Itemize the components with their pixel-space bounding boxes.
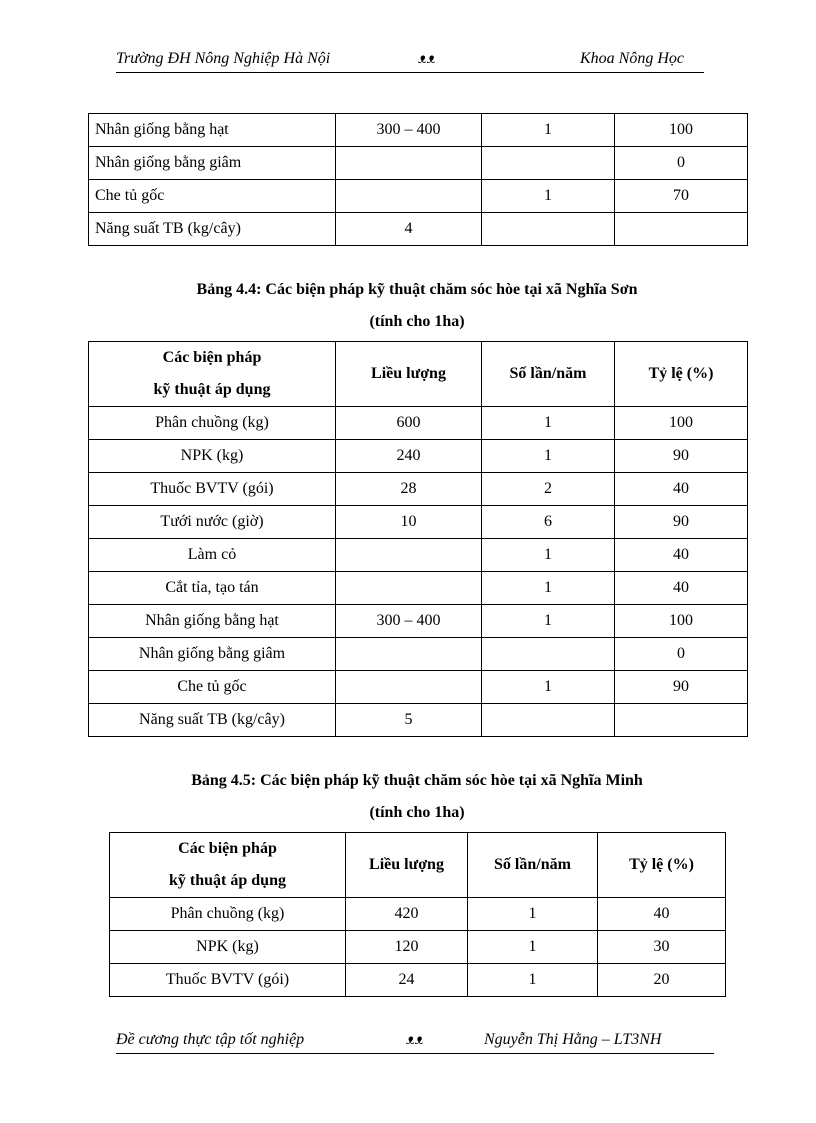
table-cell: Phân chuồng (kg) [89, 407, 336, 440]
table-row [89, 704, 748, 737]
table-cell: Che tủ gốc [89, 671, 336, 704]
table-cell: 1 [468, 964, 598, 997]
table-cell: 90 [615, 671, 748, 704]
table-cell [615, 213, 748, 246]
table-cell: 4 [336, 213, 482, 246]
table-cell: Năng suất TB (kg/cây) [89, 704, 336, 737]
table-cell: 1 [482, 407, 615, 440]
table-cell: Làm cỏ [89, 539, 336, 572]
table-cell: 100 [615, 407, 748, 440]
table-4-4-header-method [89, 342, 336, 407]
table-cell: 240 [336, 440, 482, 473]
table-cell: Tưới nước (giờ) [89, 506, 336, 539]
table-4-4 [88, 341, 748, 737]
table-cell: Che tủ gốc [89, 180, 336, 213]
table-4-5-header-method-line2: kỹ thuật áp dụng [169, 872, 286, 889]
table-4-4-header-dose: Liều lượng [336, 342, 482, 407]
table-cell [615, 704, 748, 737]
table-cell: 90 [615, 506, 748, 539]
table-cell: Nhân giống bằng giâm [89, 147, 336, 180]
table-row [89, 114, 748, 147]
table-cell: 100 [615, 605, 748, 638]
table-cell: 24 [346, 964, 468, 997]
table-4-4-header-times: Số lần/năm [482, 342, 615, 407]
table-cell: 0 [615, 638, 748, 671]
table-cell: 10 [336, 506, 482, 539]
table-4-4-header-rate: Tỷ lệ (%) [615, 342, 748, 407]
table-4-5-header-method [110, 833, 346, 898]
table-row [89, 605, 748, 638]
table-cell: 1 [468, 931, 598, 964]
table-cell [482, 147, 615, 180]
table-row [89, 213, 748, 246]
table-4-4-subcaption: (tính cho 1ha) [369, 313, 465, 330]
page-header [116, 50, 704, 73]
table-cell: Nhân giống bằng hạt [89, 605, 336, 638]
table-row [89, 440, 748, 473]
table-cell: 600 [336, 407, 482, 440]
table-row [89, 473, 748, 506]
table-4-5-subcaption: (tính cho 1ha) [369, 804, 465, 821]
table-cell: 1 [482, 440, 615, 473]
table-cell [482, 638, 615, 671]
table-cell: 30 [598, 931, 726, 964]
table-row [110, 898, 726, 931]
table-cell [336, 671, 482, 704]
table-4-5 [109, 832, 726, 997]
table-cell: NPK (kg) [89, 440, 336, 473]
table-cell [336, 638, 482, 671]
table-row [110, 964, 726, 997]
footer-author: Nguyễn Thị Hằng – LT3NH [484, 1031, 662, 1048]
table-cell: 6 [482, 506, 615, 539]
table-cell: 120 [346, 931, 468, 964]
table-cell: 40 [615, 572, 748, 605]
table-cell: 40 [615, 539, 748, 572]
table-cell: 1 [482, 671, 615, 704]
table-cell [336, 539, 482, 572]
table-cell: 1 [468, 898, 598, 931]
header-ornament-icon: ᴥᴥ [418, 50, 436, 67]
table-row [89, 506, 748, 539]
table-4-5-header-times: Số lần/năm [468, 833, 598, 898]
page-footer [116, 1031, 714, 1054]
header-school: Trường ĐH Nông Nghiệp Hà Nội [116, 50, 331, 67]
table-cell [482, 213, 615, 246]
table-cell: 70 [615, 180, 748, 213]
table-row [89, 180, 748, 213]
table-cell [336, 572, 482, 605]
table-4-5-caption: Bảng 4.5: Các biện pháp kỹ thuật chăm sóc hòe tại xã Nghĩa Minh [191, 772, 643, 789]
table-4-4-caption: Bảng 4.4: Các biện pháp kỹ thuật chăm sóc hòe tại xã Nghĩa Sơn [196, 281, 638, 298]
table-row [89, 539, 748, 572]
table-cell: 0 [615, 147, 748, 180]
table-cell: 1 [482, 605, 615, 638]
table-row [110, 931, 726, 964]
table-cell: Phân chuồng (kg) [110, 898, 346, 931]
table-cell: NPK (kg) [110, 931, 346, 964]
table-cell: 300 – 400 [336, 605, 482, 638]
table-cell: 40 [598, 898, 726, 931]
table-4-4-header-method-line2: kỹ thuật áp dụng [153, 381, 271, 398]
table-cell: Nhân giống bằng hạt [89, 114, 336, 147]
table-cell: Cắt tỉa, tạo tán [89, 572, 336, 605]
table-cell: 1 [482, 114, 615, 147]
table-cell: 1 [482, 572, 615, 605]
table-cell: 100 [615, 114, 748, 147]
table-4-4-header-method-line1: Các biện pháp [162, 349, 262, 366]
table-cell: 40 [615, 473, 748, 506]
table-row [89, 147, 748, 180]
table-row [89, 572, 748, 605]
table-4-5-header-dose: Liều lượng [346, 833, 468, 898]
table-cell [336, 147, 482, 180]
table-cell [482, 704, 615, 737]
table-cell: 2 [482, 473, 615, 506]
table-cell: 90 [615, 440, 748, 473]
table-cell: Thuốc BVTV (gói) [89, 473, 336, 506]
table-cell: Thuốc BVTV (gói) [110, 964, 346, 997]
table-cell: 1 [482, 539, 615, 572]
table-cell: 5 [336, 704, 482, 737]
table-cell: 300 – 400 [336, 114, 482, 147]
footer-ornament-icon: ᴥᴥ [406, 1031, 424, 1048]
table-cell: 28 [336, 473, 482, 506]
table-row [89, 407, 748, 440]
table-cell [336, 180, 482, 213]
table-4-5-header-method-line1: Các biện pháp [178, 840, 277, 857]
table-cell: Năng suất TB (kg/cây) [89, 213, 336, 246]
footer-title: Đề cương thực tập tốt nghiệp [116, 1031, 305, 1048]
table-cell: 420 [346, 898, 468, 931]
table-cell: Nhân giống bằng giâm [89, 638, 336, 671]
table-row [89, 638, 748, 671]
table-continued [88, 113, 748, 246]
table-cell: 1 [482, 180, 615, 213]
table-4-5-header-rate: Tỷ lệ (%) [598, 833, 726, 898]
header-faculty: Khoa Nông Học [580, 50, 684, 67]
table-row [89, 671, 748, 704]
table-cell: 20 [598, 964, 726, 997]
